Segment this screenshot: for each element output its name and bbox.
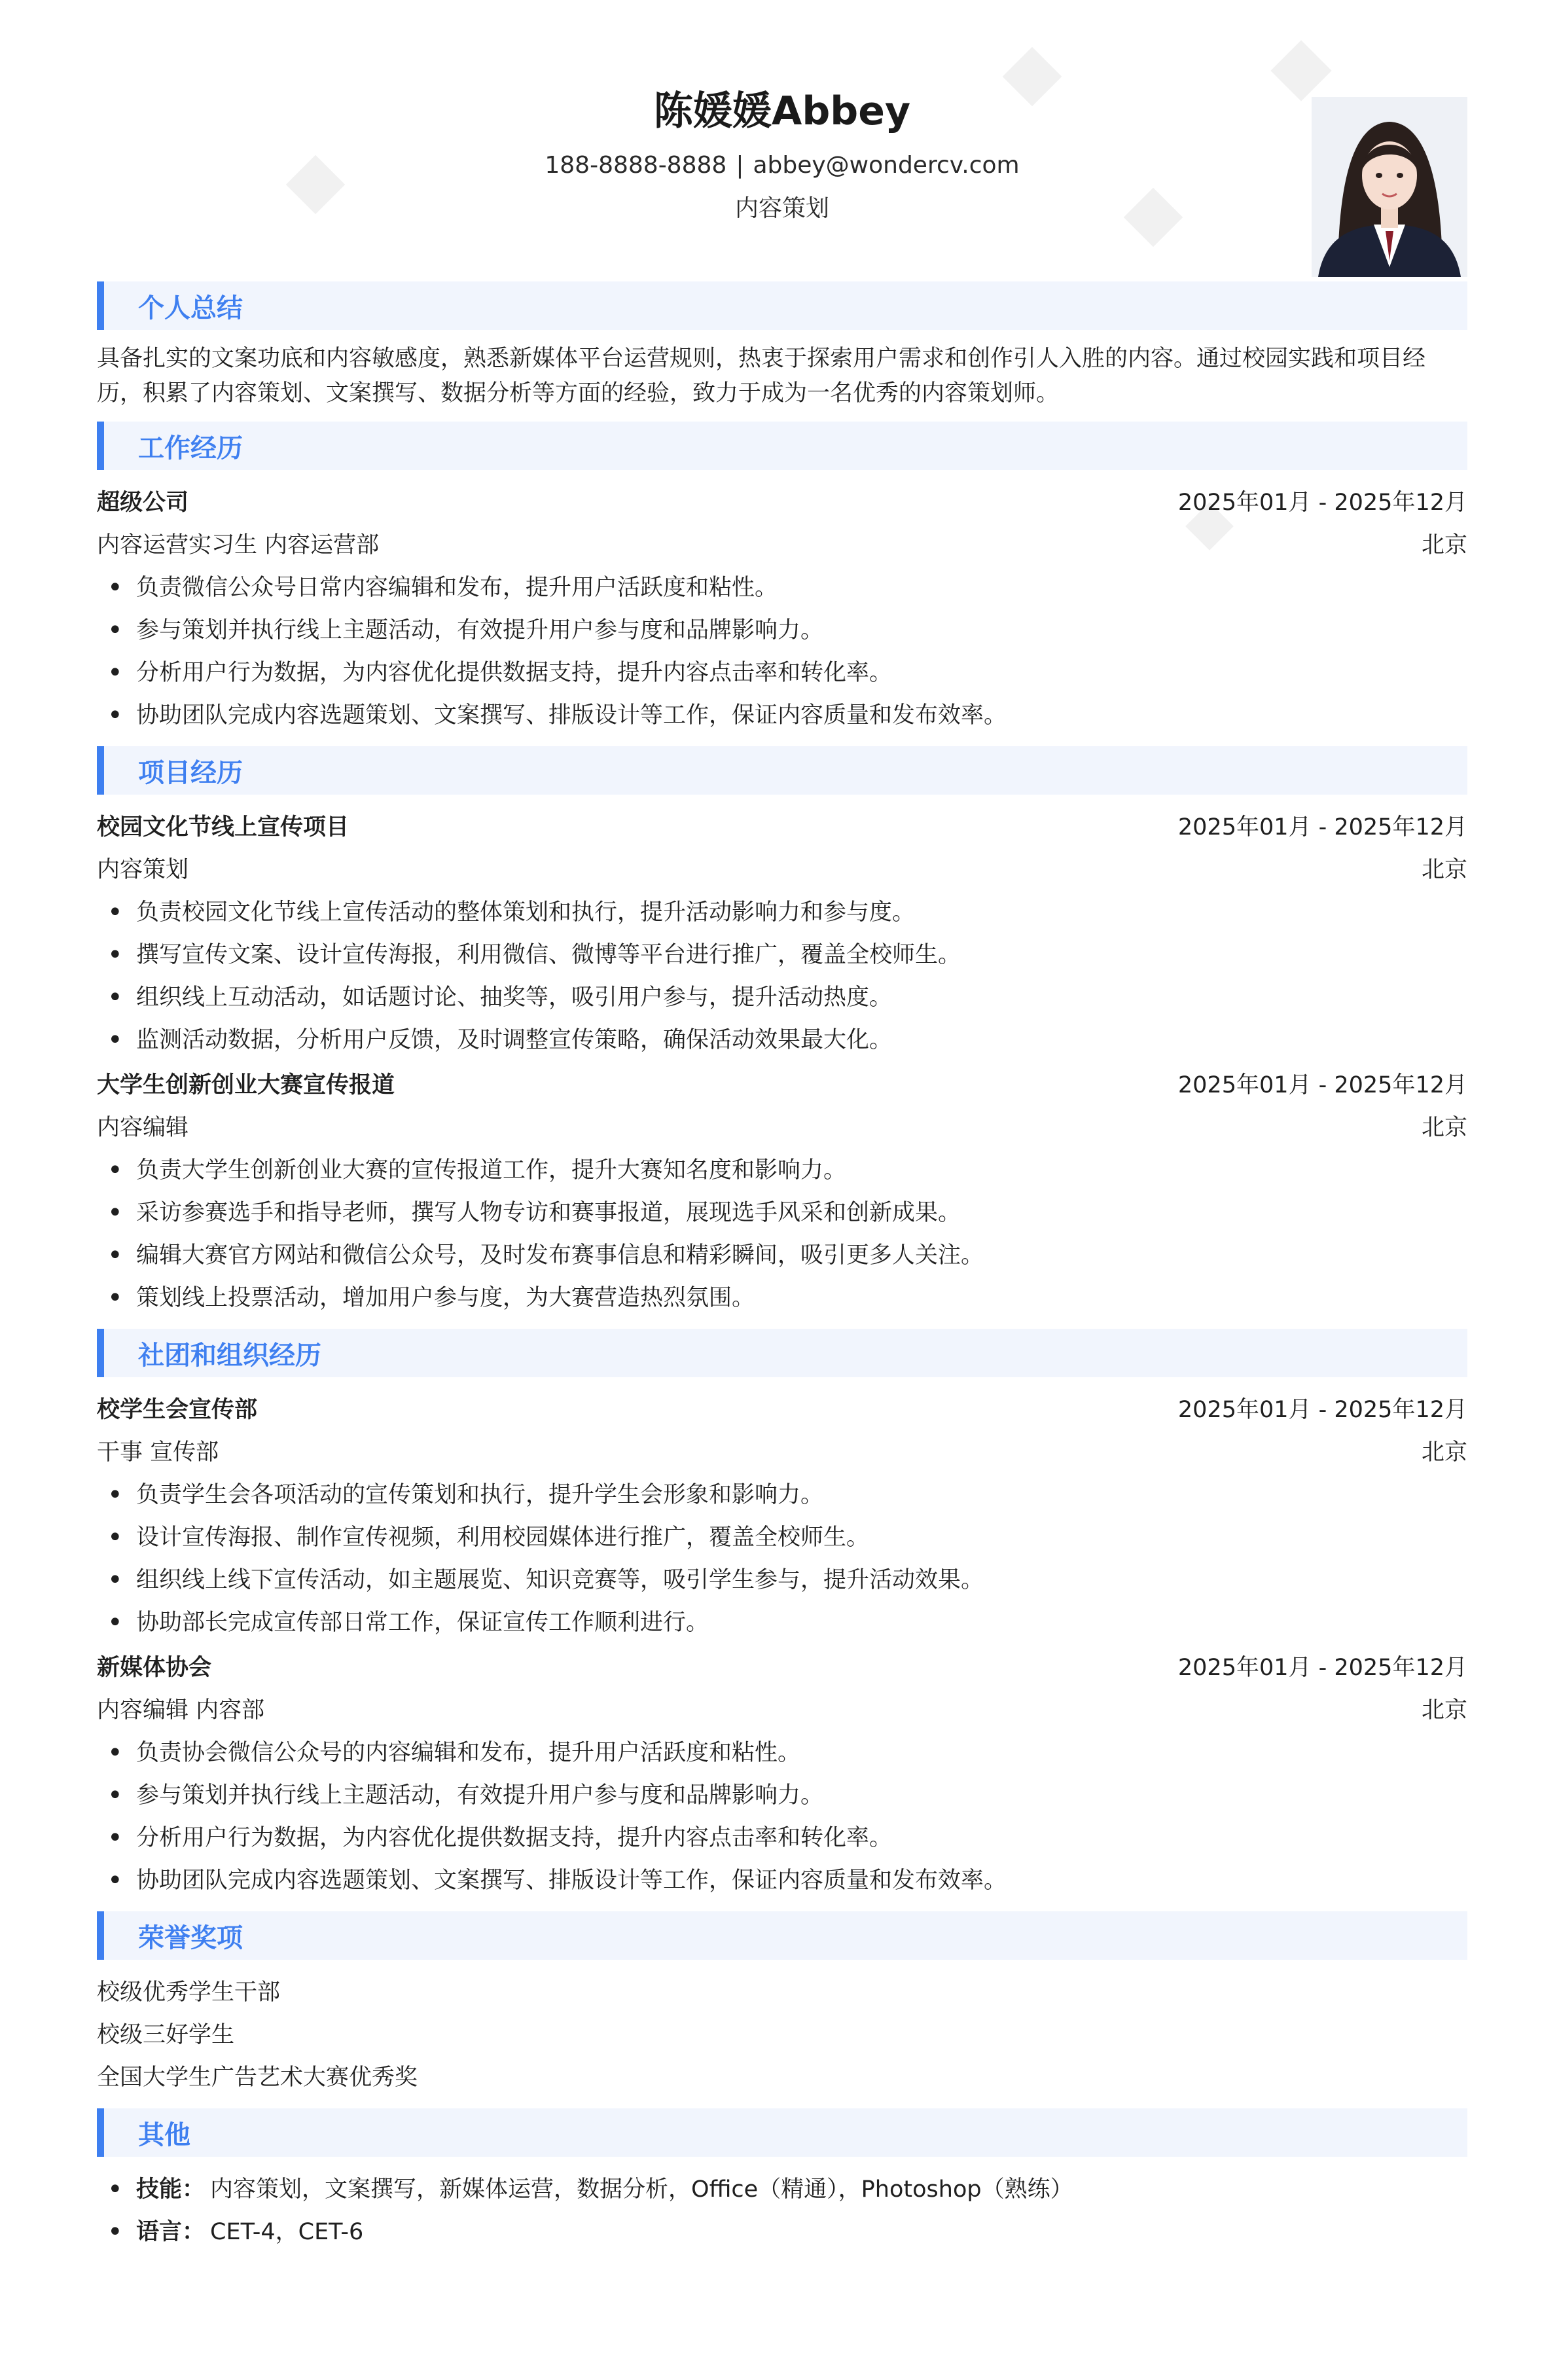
- section-title-clubs: 社团和组织经历: [97, 1329, 1467, 1377]
- entry-position: 干事 宣传部: [97, 1439, 219, 1466]
- entry-location: 北京: [1421, 857, 1467, 883]
- summary-section: [97, 281, 1467, 411]
- award-item: 校级三好学生: [97, 2022, 235, 2048]
- entry-org: 新媒体协会: [97, 1655, 212, 1681]
- entry-date: 2025年01月 - 2025年12月: [1177, 814, 1467, 840]
- list-item: • 协助团队完成内容选题策划、文案撰写、排版设计等工作，保证内容质量和发布效率。: [97, 1860, 1467, 1902]
- awards-section: [97, 1911, 1467, 2099]
- award-item: 全国大学生广告艺术大赛优秀奖: [97, 2064, 418, 2091]
- entry-date: 2025年01月 - 2025年12月: [1177, 490, 1467, 516]
- list-item: • 协助团队完成内容选题策划、文案撰写、排版设计等工作，保证内容质量和发布效率。: [97, 694, 1467, 737]
- contact-separator: |: [736, 152, 744, 179]
- list-item: • 负责协会微信公众号的内容编辑和发布，提升用户活跃度和粘性。: [97, 1732, 1467, 1775]
- award-item: 校级优秀学生干部: [97, 1979, 281, 2006]
- entry-bullets: [97, 1149, 1467, 1320]
- entry-bullets: [97, 1732, 1467, 1902]
- projects-section: [97, 746, 1467, 1320]
- entry-date: 2025年01月 - 2025年12月: [1177, 1655, 1467, 1681]
- avatar: [1312, 97, 1467, 277]
- section-title-awards: 荣誉奖项: [97, 1911, 1467, 1960]
- entry-location: 北京: [1421, 1697, 1467, 1723]
- list-item: • 分析用户行为数据，为内容优化提供数据支持，提升内容点击率和转化率。: [97, 1817, 1467, 1860]
- section-title-summary: 个人总结: [97, 281, 1467, 330]
- phone-number: 188-8888-8888: [545, 152, 727, 179]
- entry-date: 2025年01月 - 2025年12月: [1177, 1397, 1467, 1423]
- resume-header: [97, 0, 1467, 281]
- list-item: • 设计宣传海报、制作宣传视频，利用校园媒体进行推广，覆盖全校师生。: [97, 1517, 1467, 1559]
- section-title-other: 其他: [97, 2108, 1467, 2157]
- entry-position: 内容运营实习生 内容运营部: [97, 532, 380, 558]
- list-item: • 负责校园文化节线上宣传活动的整体策划和执行，提升活动影响力和参与度。: [97, 892, 1467, 934]
- entry-bullets: [97, 892, 1467, 1062]
- entry-org: 超级公司: [97, 490, 189, 516]
- project-entry: [97, 806, 1467, 1062]
- work-entry: [97, 482, 1467, 737]
- list-item: • 采访参赛选手和指导老师，撰写人物专访和赛事报道，展现选手风采和创新成果。: [97, 1192, 1467, 1235]
- list-item: • 分析用户行为数据，为内容优化提供数据支持，提升内容点击率和转化率。: [97, 652, 1467, 694]
- entry-location: 北京: [1421, 1115, 1467, 1141]
- list-item: • 负责学生会各项活动的宣传策划和执行，提升学生会形象和影响力。: [97, 1474, 1467, 1517]
- list-item: • 监测活动数据，分析用户反馈，及时调整宣传策略，确保活动效果最大化。: [97, 1019, 1467, 1062]
- entry-org: 大学生创新创业大赛宣传报道: [97, 1072, 395, 1098]
- project-entry: [97, 1064, 1467, 1320]
- club-entry: [97, 1647, 1467, 1902]
- candidate-name: 陈媛媛Abbey: [653, 88, 911, 134]
- entry-location: 北京: [1421, 1439, 1467, 1466]
- other-section: [97, 2108, 1467, 2254]
- list-item: • 编辑大赛官方网站和微信公众号，及时发布赛事信息和精彩瞬间，吸引更多人关注。: [97, 1235, 1467, 1277]
- section-title-projects: 项目经历: [97, 746, 1467, 795]
- target-role: 内容策划: [734, 195, 829, 222]
- list-item: • 负责大学生创新创业大赛的宣传报道工作，提升大赛知名度和影响力。: [97, 1149, 1467, 1192]
- summary-text: 具备扎实的文案功底和内容敏感度，熟悉新媒体平台运营规则，热衷于探索用户需求和创作引人入胜的内容。通过校园实践和项目经历，积累了内容策划、文案撰写、数据分析等方面的经验，致力于成为一名优秀的内容策划师。: [97, 346, 1426, 406]
- entry-position: 内容策划: [97, 857, 189, 883]
- skills-label: 技能：: [136, 2176, 206, 2203]
- list-item: • 策划线上投票活动，增加用户参与度，为大赛营造热烈氛围。: [97, 1277, 1467, 1320]
- entry-bullets: [97, 567, 1467, 737]
- language-label: 语言：: [136, 2219, 206, 2245]
- clubs-section: [97, 1329, 1467, 1902]
- contact-line: [97, 152, 1467, 179]
- list-item: • 参与策划并执行线上主题活动，有效提升用户参与度和品牌影响力。: [97, 609, 1467, 652]
- language-item: [97, 2211, 1467, 2254]
- entry-org: 校园文化节线上宣传项目: [97, 814, 349, 840]
- email-address: abbey@wondercv.com: [753, 152, 1020, 179]
- list-item: • 组织线上线下宣传活动，如主题展览、知识竞赛等，吸引学生参与，提升活动效果。: [97, 1559, 1467, 1602]
- entry-bullets: [97, 1474, 1467, 1644]
- list-item: • 参与策划并执行线上主题活动，有效提升用户参与度和品牌影响力。: [97, 1775, 1467, 1817]
- skills-value: 内容策划，文案撰写，新媒体运营，数据分析，Office（精通），Photoshop（熟练）: [210, 2176, 1073, 2203]
- entry-position: 内容编辑: [97, 1115, 189, 1141]
- list-item: • 组织线上互动活动，如话题讨论、抽奖等，吸引用户参与，提升活动热度。: [97, 977, 1467, 1019]
- other-list: [97, 2169, 1467, 2254]
- list-item: • 协助部长完成宣传部日常工作，保证宣传工作顺利进行。: [97, 1602, 1467, 1644]
- entry-org: 校学生会宣传部: [97, 1397, 258, 1423]
- list-item: • 撰写宣传文案、设计宣传海报，利用微信、微博等平台进行推广，覆盖全校师生。: [97, 934, 1467, 977]
- skills-item: [97, 2169, 1467, 2211]
- work-section: [97, 422, 1467, 737]
- portrait-photo-icon: [1312, 97, 1467, 277]
- club-entry: [97, 1389, 1467, 1644]
- entry-date: 2025年01月 - 2025年12月: [1177, 1072, 1467, 1098]
- entry-location: 北京: [1421, 532, 1467, 558]
- resume-page: [97, 0, 1467, 2254]
- list-item: • 负责微信公众号日常内容编辑和发布，提升用户活跃度和粘性。: [97, 567, 1467, 609]
- section-title-work: 工作经历: [97, 422, 1467, 470]
- entry-position: 内容编辑 内容部: [97, 1697, 265, 1723]
- language-value: CET-4，CET-6: [210, 2219, 364, 2245]
